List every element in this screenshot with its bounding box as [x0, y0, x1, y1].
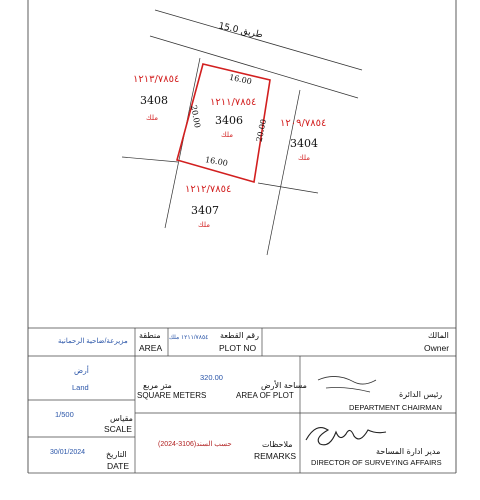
road-label: طريق 15.0 [217, 21, 264, 41]
date-value: 30/01/2024 [50, 449, 86, 456]
remarks-label-ar: ملاحظات [262, 440, 293, 449]
plot-no-label-ar: رقم القطعة [220, 331, 259, 340]
plot-no-label: PLOT NO [219, 343, 257, 353]
scale-value: 1/500 [55, 410, 74, 419]
director-label: DIRECTOR OF SURVEYING AFFAIRS [311, 458, 442, 467]
neighbor-plot-number-ar: ١٢١٣/٧٨٥٤ [133, 74, 180, 85]
area-label: AREA [139, 343, 163, 353]
remarks-value: حسب السند(3106-2024) [158, 441, 232, 448]
scale-label: SCALE [104, 424, 132, 434]
owner-label-ar: المالك [428, 331, 449, 340]
area-of-plot-label: AREA OF PLOT [236, 391, 294, 400]
plot-right-length: 20.00 [254, 118, 269, 143]
plot-left-length: 20.00 [189, 104, 202, 129]
sqm-label-ar: متر مربع [143, 381, 172, 390]
main-plot-number: 3406 [215, 114, 243, 127]
chairman-signature [318, 376, 376, 392]
boundary-line [122, 157, 178, 162]
owner-label: Owner [424, 343, 450, 353]
neighbor-plot-ownership: ملك [198, 221, 210, 229]
main-plot-number-ar: ١٢١١/٧٨٥٤ [210, 97, 257, 108]
sqm-label: SQUARE METERS [137, 391, 207, 400]
neighbor-plot-number-ar: ١٢٠٩/٧٨٥٤ [280, 118, 327, 129]
boundary-line [258, 183, 318, 193]
neighbor-plot-number-ar: ١٢١٢/٧٨٥٤ [185, 184, 232, 195]
director-ar: مدير ادارة المساحة [376, 447, 441, 456]
road-edge-lower [150, 36, 358, 98]
boundary-line [267, 90, 300, 255]
main-plot-ownership: ملك [221, 131, 233, 139]
remarks-label: REMARKS [254, 451, 297, 461]
scale-label-ar: مقياس [110, 414, 133, 423]
area-label-ar: منطقة [139, 331, 161, 340]
date-label-ar: التاريخ [106, 450, 127, 459]
director-signature [306, 428, 386, 445]
land-type: Land [72, 383, 89, 392]
dept-chairman-ar: رئيس الدائرة [399, 390, 443, 399]
neighbor-plot-number: 3407 [191, 204, 219, 217]
date-label: DATE [107, 461, 130, 471]
plot-no-value: ١٢١١/٧٨٥٤ ملك [169, 335, 209, 341]
neighbor-plot-ownership: ملك [146, 114, 158, 122]
neighbor-plot-ownership: ملك [298, 154, 310, 162]
plot-bottom-length: 16.00 [204, 155, 229, 168]
area-of-plot-value: 320.00 [200, 373, 223, 382]
neighbor-plot-number: 3404 [290, 137, 318, 150]
area-of-plot-label-ar: مساحة الأرض [261, 381, 307, 390]
plot-top-length: 16.00 [228, 72, 253, 87]
area-value: مزيرعة/ضاحية الرحمانية [58, 338, 128, 345]
land-type-ar: أرض [74, 366, 89, 375]
neighbor-plot-number: 3408 [140, 94, 168, 107]
dept-chairman-label: DEPARTMENT CHAIRMAN [349, 403, 442, 412]
